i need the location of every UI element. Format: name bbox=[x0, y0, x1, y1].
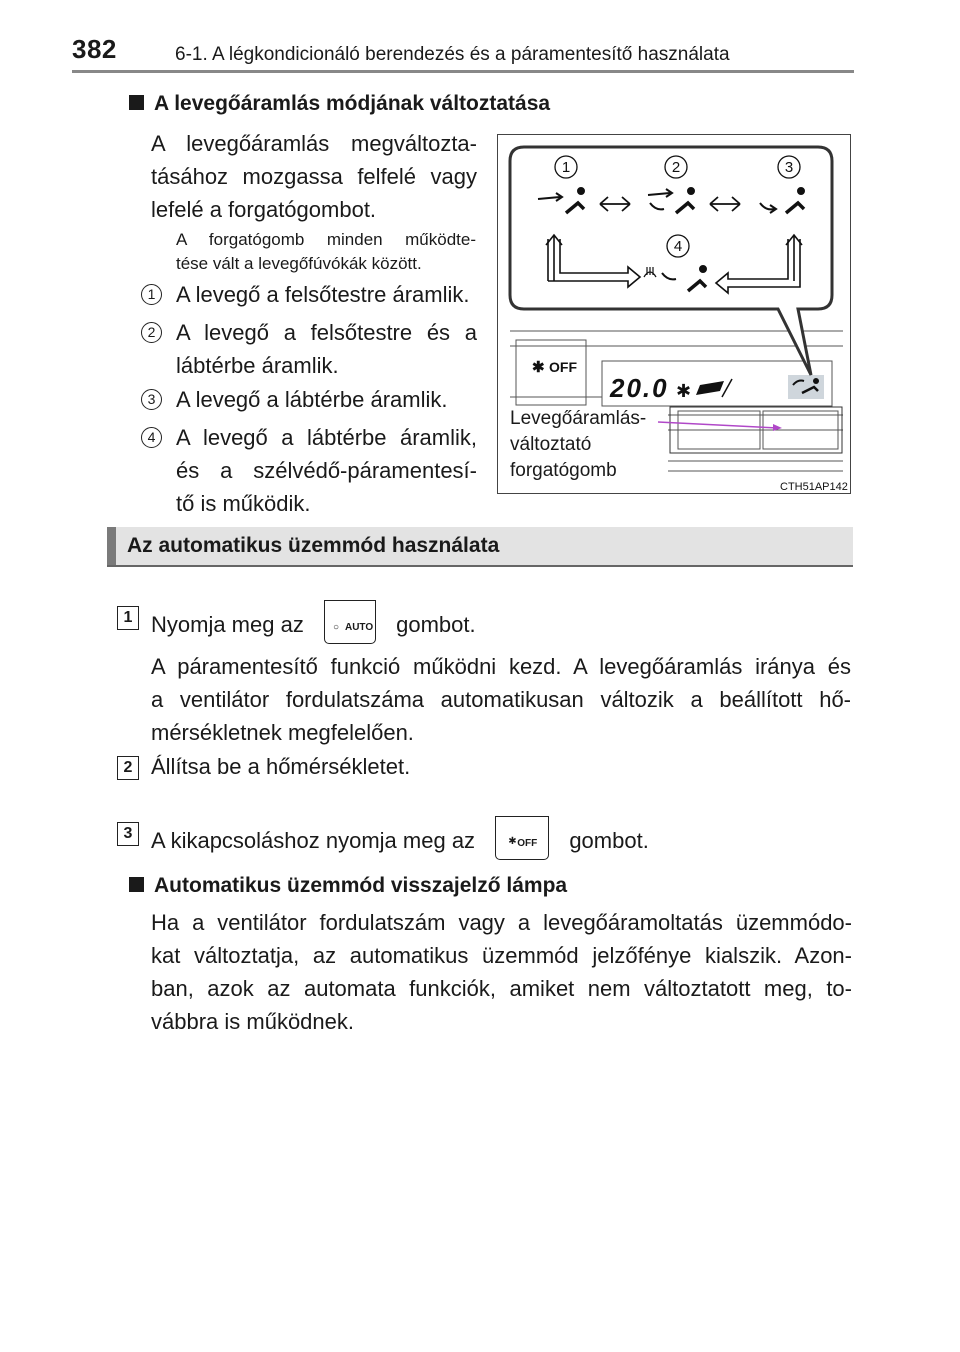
callout-3: 3 bbox=[784, 159, 794, 176]
airflow-intro: A levegőáramlás megváltozta- tásához mozgassa felfelé vagy lefelé a forgatógombot. bbox=[151, 131, 477, 222]
callout-bubble bbox=[510, 147, 832, 375]
fan-off-icon bbox=[532, 359, 545, 376]
page-number: 382 bbox=[72, 34, 117, 64]
svg-text:✱: ✱ bbox=[676, 381, 692, 401]
off-label: OFF bbox=[549, 359, 577, 375]
airflow-item-2-number: 2 bbox=[141, 322, 162, 343]
fan-icon: ✱ bbox=[508, 836, 517, 847]
figure-code: CTH51AP142 bbox=[780, 481, 848, 492]
step-1-detail: A páramentesítő funkció működni kezd. A levegőáramlás iránya és a ventilátor fordulatszáma automatikusan változik a beállított hő- mérsékletnek megfelelően. bbox=[151, 654, 851, 745]
airflow-heading: A levegőáramlás módjának változtatása bbox=[129, 92, 550, 116]
fan-speed-icon bbox=[676, 379, 732, 401]
airflow-item-3: A levegő a lábtérbe áramlik. bbox=[176, 387, 448, 412]
header-divider bbox=[72, 70, 854, 73]
square-bullet-icon bbox=[129, 877, 144, 892]
auto-button-icon: ○ AUTO bbox=[324, 600, 376, 644]
chapter-title: 6-1. A légkondicionáló berendezés és a páramentesítő használata bbox=[175, 44, 730, 65]
off-button-icon: ✱ OFF bbox=[495, 816, 549, 860]
section-header bbox=[107, 527, 853, 567]
figure-caption: Levegőáramlás- változtató forgatógomb bbox=[510, 408, 647, 481]
svg-text:✱: ✱ bbox=[532, 359, 545, 376]
airflow-item-4: A levegő a lábtérbe áramlik, és a szélvédő-páramentesí- tő is működik. bbox=[176, 425, 477, 516]
square-bullet-icon bbox=[129, 95, 144, 110]
airflow-item-1: A levegő a felsőtestre áramlik. bbox=[176, 282, 470, 307]
callout-1: 1 bbox=[561, 159, 571, 176]
airflow-item-2: A levegő a felsőtestre és a lábtérbe áramlik. bbox=[176, 320, 477, 378]
indicator-heading: Automatikus üzemmód visszajelző lámpa bbox=[129, 874, 567, 898]
airflow-item-4-number: 4 bbox=[141, 427, 162, 448]
step-3-text: A kikapcsoláshoz nyomja meg az ✱ OFF gombot. bbox=[151, 816, 851, 860]
airflow-note: A forgatógomb minden működte- tése vált a levegőfúvókák között. bbox=[176, 230, 476, 273]
airflow-dial-figure bbox=[497, 134, 851, 494]
section-title: Az automatikus üzemmód használata bbox=[127, 534, 500, 557]
airflow-item-1-number: 1 bbox=[141, 284, 162, 305]
step-2-number: 2 bbox=[117, 756, 139, 780]
callout-4: 4 bbox=[673, 238, 683, 255]
step-1-text: Nyomja meg az ○ AUTO gombot. bbox=[151, 600, 851, 644]
step-1-number: 1 bbox=[117, 606, 139, 630]
indicator-text: Ha a ventilátor fordulatszám vagy a levegőáramoltatás üzemmódo- kat változtatja, az automatikus üzemmód jelzőfénye kialszik. Azon- ban, azok az automata funkciók, amiket nem változtatott meg, to- vábbra is működnek. bbox=[151, 910, 852, 1034]
callout-2: 2 bbox=[671, 159, 681, 176]
display-temperature: 20.0 bbox=[610, 373, 669, 403]
section-accent bbox=[107, 527, 116, 565]
airflow-mode-indicator-icon bbox=[788, 375, 824, 399]
step-2-text: Állítsa be a hőmérsékletet. bbox=[151, 754, 411, 779]
airflow-item-3-number: 3 bbox=[141, 389, 162, 410]
step-3-number: 3 bbox=[117, 822, 139, 846]
